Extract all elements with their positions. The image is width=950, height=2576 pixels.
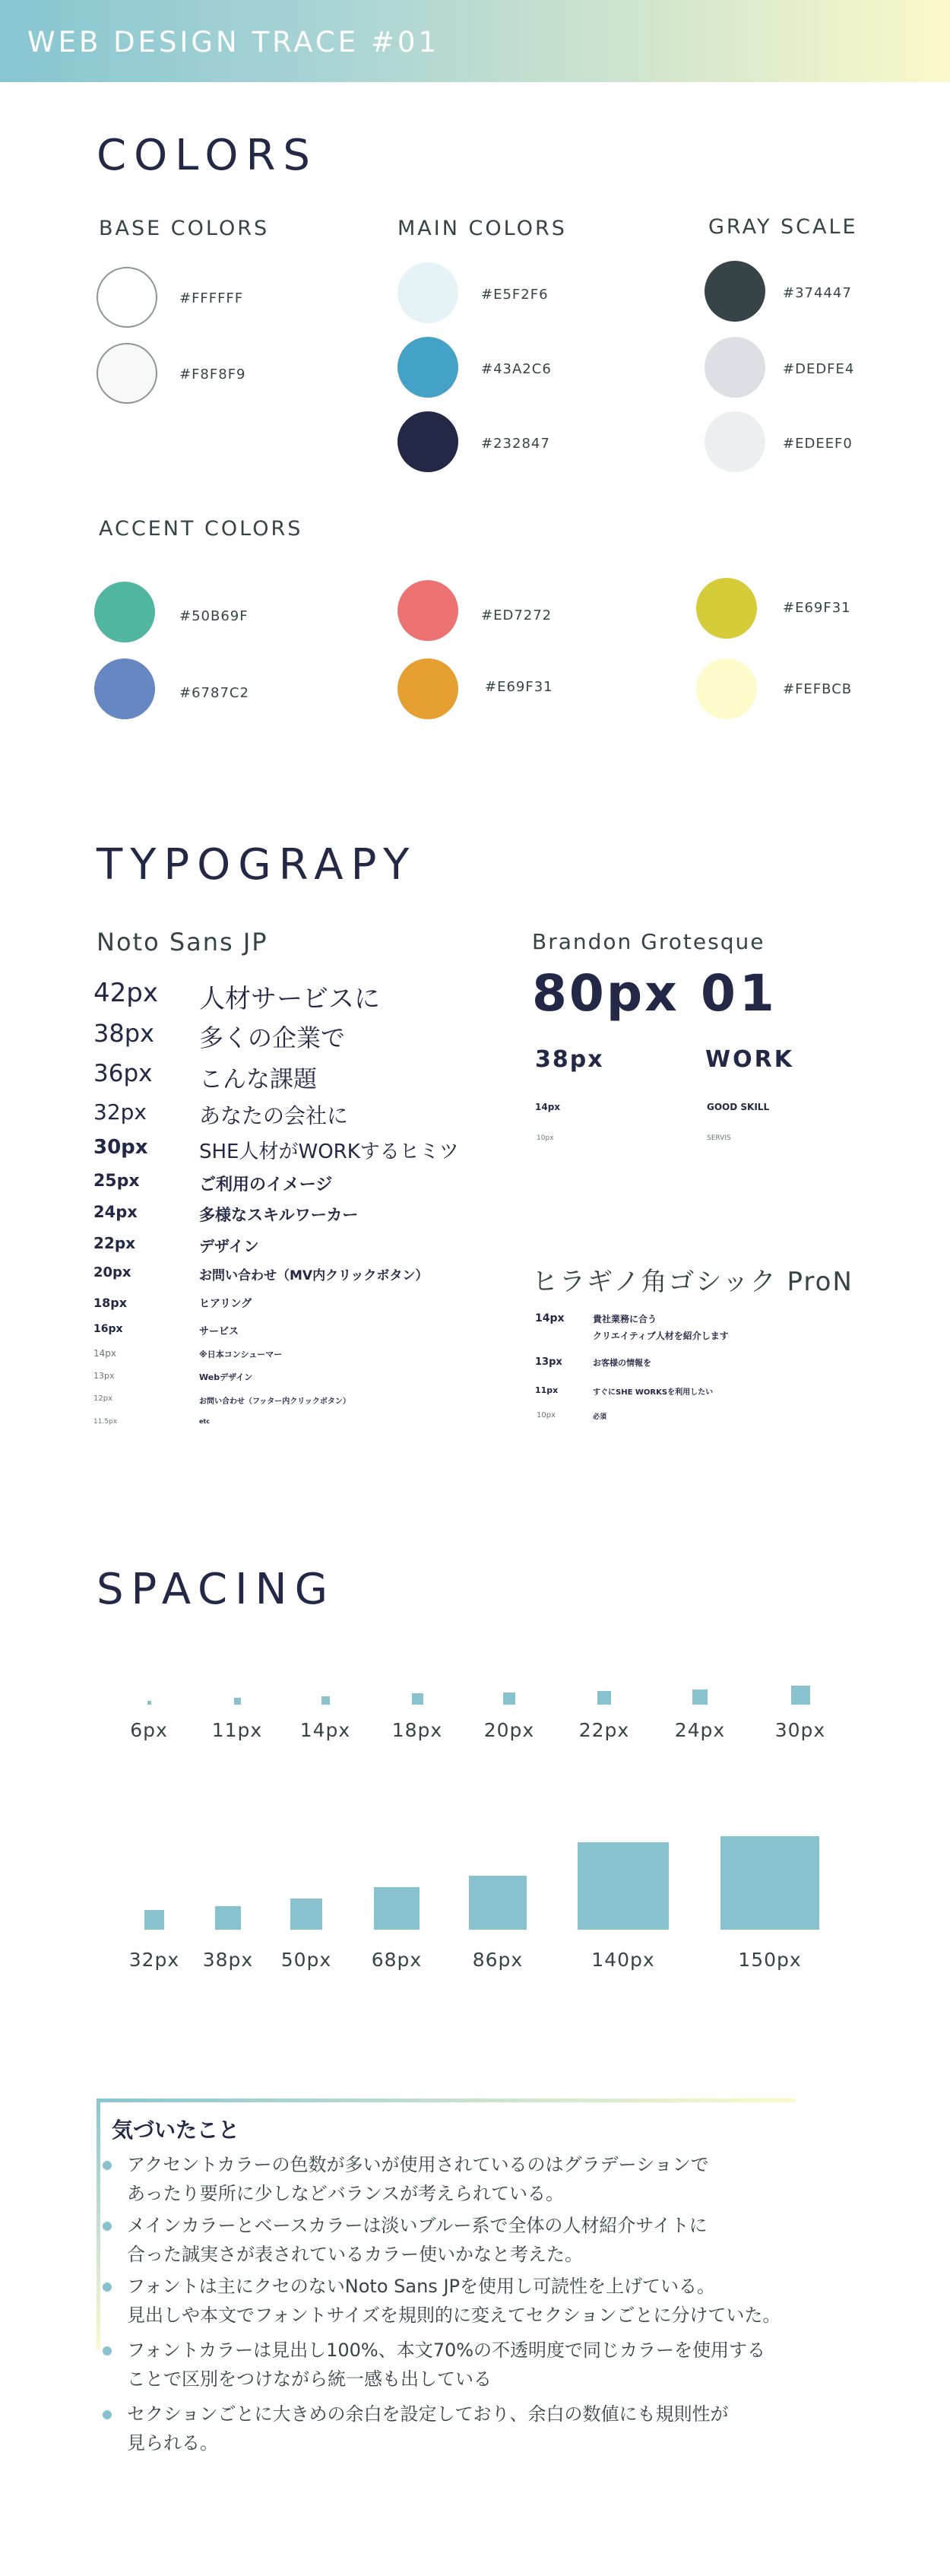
spacing-label: 32px bbox=[128, 1949, 180, 1971]
swatch-fefbcb bbox=[696, 658, 757, 719]
hiragino-size-label: 10px bbox=[537, 1411, 556, 1420]
spacing-label: 86px bbox=[472, 1949, 524, 1971]
hex-label: #ED7272 bbox=[481, 608, 553, 623]
swatch-ffffff bbox=[97, 267, 157, 328]
bullet-icon bbox=[103, 2410, 112, 2419]
noto-size-label: 38px bbox=[93, 1019, 154, 1048]
hiragino-size-label: 11px bbox=[535, 1385, 559, 1395]
spacing-square bbox=[215, 1906, 241, 1930]
note-text: メインカラーとベースカラーは淡いブルー系で全体の人材紹介サイトに 合った誠実さが表されているカラー使いかなと考えた。 bbox=[127, 2215, 708, 2265]
note-text: フォントカラーは見出し100%、本文70%の不透明度で同じカラーを使用する ことで区別をつけながら統一感も出している bbox=[127, 2340, 766, 2390]
brandon-title: Brandon Grotesque bbox=[532, 929, 765, 954]
note-item bbox=[127, 2336, 887, 2394]
colors-section-title: COLORS bbox=[97, 131, 318, 180]
noto-size-label: 20px bbox=[93, 1264, 131, 1280]
noto-sans-title: Noto Sans JP bbox=[97, 928, 268, 956]
brandon-sample: 01 bbox=[701, 964, 778, 1023]
noto-size-label: 32px bbox=[93, 1099, 147, 1125]
swatch-50b69f bbox=[94, 582, 155, 642]
swatch-edeef0 bbox=[705, 411, 765, 472]
spacing-square bbox=[692, 1689, 708, 1705]
noto-sample: デザイン bbox=[199, 1237, 259, 1255]
swatch-6787c2 bbox=[94, 658, 155, 719]
noto-size-label: 16px bbox=[93, 1323, 123, 1335]
spacing-square bbox=[791, 1686, 810, 1705]
brandon-size-label: 80px bbox=[532, 964, 679, 1023]
spacing-label: 38px bbox=[202, 1949, 254, 1971]
notes-border-top bbox=[97, 2099, 796, 2102]
noto-sample: SHE人材がWORKするヒミツ bbox=[199, 1140, 459, 1163]
note-text: フォントは主にクセのないNoto Sans JPを使用し可読性を上げている。 見出しや本文でフォントサイズを規則的に変えてセクションごとに分けていた。 bbox=[127, 2276, 781, 2326]
hex-label: #EDEEF0 bbox=[783, 436, 853, 452]
swatch-e5f2f6 bbox=[397, 262, 458, 323]
spacing-label: 68px bbox=[371, 1949, 423, 1971]
spacing-square bbox=[720, 1836, 819, 1930]
noto-size-label: 22px bbox=[93, 1234, 136, 1252]
spacing-square bbox=[412, 1693, 423, 1705]
noto-sample: お問い合わせ（MV内クリックボタン） bbox=[199, 1268, 429, 1283]
noto-sample: あなたの会社に bbox=[199, 1103, 349, 1128]
bullet-icon bbox=[103, 2346, 112, 2356]
noto-size-label: 18px bbox=[93, 1296, 128, 1310]
note-item bbox=[127, 2150, 887, 2208]
typography-section-title: TYPOGRAPY bbox=[97, 840, 417, 890]
base-colors-title: BASE COLORS bbox=[99, 217, 270, 240]
spacing-label: 24px bbox=[674, 1719, 726, 1741]
spacing-label: 140px bbox=[591, 1949, 655, 1971]
spacing-square bbox=[147, 1701, 151, 1705]
swatch-d6cc3a bbox=[696, 578, 757, 639]
noto-size-label: 14px bbox=[93, 1348, 116, 1359]
header-banner bbox=[0, 0, 950, 82]
noto-size-label: 30px bbox=[93, 1136, 148, 1159]
noto-sample: サービス bbox=[199, 1326, 239, 1337]
swatch-dedfe4 bbox=[705, 337, 765, 398]
spacing-label: 150px bbox=[738, 1949, 802, 1971]
noto-sample: ヒアリング bbox=[199, 1298, 252, 1310]
note-item bbox=[127, 2400, 887, 2457]
hex-label: #43A2C6 bbox=[481, 361, 552, 377]
brandon-sample: WORK bbox=[705, 1046, 794, 1073]
noto-sample: こんな課題 bbox=[199, 1066, 317, 1093]
gray-scale-title: GRAY SCALE bbox=[708, 215, 858, 239]
hex-label: #FEFBCB bbox=[783, 681, 853, 697]
hiragino-sample: 必須 bbox=[593, 1413, 607, 1421]
hex-label: #50B69F bbox=[179, 608, 249, 624]
spacing-square bbox=[234, 1698, 241, 1705]
hiragino-size-label: 14px bbox=[535, 1312, 565, 1324]
spacing-label: 14px bbox=[299, 1719, 351, 1741]
spacing-label: 22px bbox=[578, 1719, 630, 1741]
spacing-square bbox=[321, 1696, 330, 1705]
noto-sample: ご利用のイメージ bbox=[199, 1175, 333, 1194]
noto-sample: 多様なスキルワーカー bbox=[199, 1206, 359, 1224]
hex-label: #DEDFE4 bbox=[783, 361, 855, 377]
brandon-size-label: 38px bbox=[535, 1046, 604, 1073]
noto-sample: 多くの企業で bbox=[199, 1023, 346, 1052]
spacing-label: 50px bbox=[280, 1949, 332, 1971]
hex-label: #374447 bbox=[783, 285, 852, 301]
swatch-ed7272 bbox=[397, 580, 458, 641]
note-item bbox=[127, 2272, 887, 2330]
spacing-label: 20px bbox=[483, 1719, 535, 1741]
hex-label: #FFFFFF bbox=[179, 290, 244, 306]
noto-size-label: 12px bbox=[93, 1394, 112, 1403]
hex-label: #E5F2F6 bbox=[481, 287, 549, 303]
noto-size-label: 42px bbox=[93, 978, 158, 1008]
page-title: WEB DESIGN TRACE #01 bbox=[27, 26, 440, 59]
swatch-f8f8f9 bbox=[97, 343, 157, 404]
main-colors-title: MAIN COLORS bbox=[397, 217, 567, 240]
swatch-43a2c6 bbox=[397, 337, 458, 398]
bullet-icon bbox=[103, 2222, 112, 2231]
spacing-square bbox=[469, 1876, 527, 1930]
noto-sample: お問い合わせ（フッター内クリックボタン） bbox=[199, 1397, 350, 1406]
noto-sample: etc bbox=[199, 1418, 210, 1425]
notes-title: 気づいたこと bbox=[112, 2118, 240, 2143]
accent-colors-title: ACCENT COLORS bbox=[99, 517, 303, 541]
spacing-square bbox=[144, 1910, 164, 1930]
hiragino-sample: すぐにSHE WORKSを利用したい bbox=[593, 1388, 714, 1397]
swatch-374447 bbox=[705, 261, 765, 322]
hiragino-size-label: 13px bbox=[535, 1356, 562, 1368]
note-text: セクションごとに大きめの余白を設定しており、余白の数値にも規則性が 見られる。 bbox=[127, 2403, 729, 2454]
swatch-232847 bbox=[397, 411, 458, 472]
hex-label: #E69F31 bbox=[783, 600, 851, 616]
noto-sample: ※日本コンシューマー bbox=[199, 1350, 283, 1359]
spacing-square bbox=[503, 1692, 515, 1705]
noto-size-label: 11.5px bbox=[93, 1418, 118, 1426]
spacing-label: 30px bbox=[774, 1719, 826, 1741]
spacing-square bbox=[374, 1887, 420, 1930]
brandon-size-label: 10px bbox=[537, 1134, 554, 1142]
note-item bbox=[127, 2211, 887, 2269]
notes-border-left bbox=[97, 2099, 100, 2349]
noto-size-label: 13px bbox=[93, 1371, 115, 1381]
hiragino-sample: お客様の情報を bbox=[593, 1358, 651, 1368]
brandon-sample: SERVIS bbox=[707, 1134, 731, 1142]
hiragino-sample: 貴社業務に合う クリエイティブ人材を紹介します bbox=[593, 1314, 729, 1341]
spacing-label: 6px bbox=[130, 1719, 168, 1741]
hex-label: #E69F31 bbox=[485, 679, 553, 695]
noto-size-label: 36px bbox=[93, 1060, 153, 1087]
spacing-section-title: SPACING bbox=[97, 1565, 335, 1614]
hex-label: #6787C2 bbox=[179, 685, 249, 701]
swatch-e69f31 bbox=[397, 658, 458, 719]
hiragino-title: ヒラギノ角ゴシック ProN bbox=[532, 1267, 853, 1297]
notes-box bbox=[97, 2099, 796, 2471]
note-text: アクセントカラーの色数が多いが使用されているのはグラデーションで あったり要所に少しなどバランスが考えられている。 bbox=[127, 2154, 709, 2204]
noto-size-label: 25px bbox=[93, 1172, 140, 1191]
spacing-square bbox=[578, 1842, 669, 1930]
bullet-icon bbox=[103, 2161, 112, 2170]
hex-label: #232847 bbox=[481, 436, 550, 452]
noto-size-label: 24px bbox=[93, 1203, 138, 1221]
spacing-label: 11px bbox=[211, 1719, 263, 1741]
noto-sample: 人材サービスに bbox=[199, 984, 380, 1014]
noto-sample: Webデザイン bbox=[199, 1372, 253, 1382]
spacing-label: 18px bbox=[391, 1719, 443, 1741]
brandon-sample: GOOD SKILL bbox=[707, 1102, 770, 1112]
brandon-size-label: 14px bbox=[535, 1102, 561, 1112]
hex-label: #F8F8F9 bbox=[179, 366, 246, 382]
bullet-icon bbox=[103, 2283, 112, 2292]
spacing-square bbox=[290, 1899, 322, 1930]
spacing-square bbox=[597, 1691, 611, 1705]
